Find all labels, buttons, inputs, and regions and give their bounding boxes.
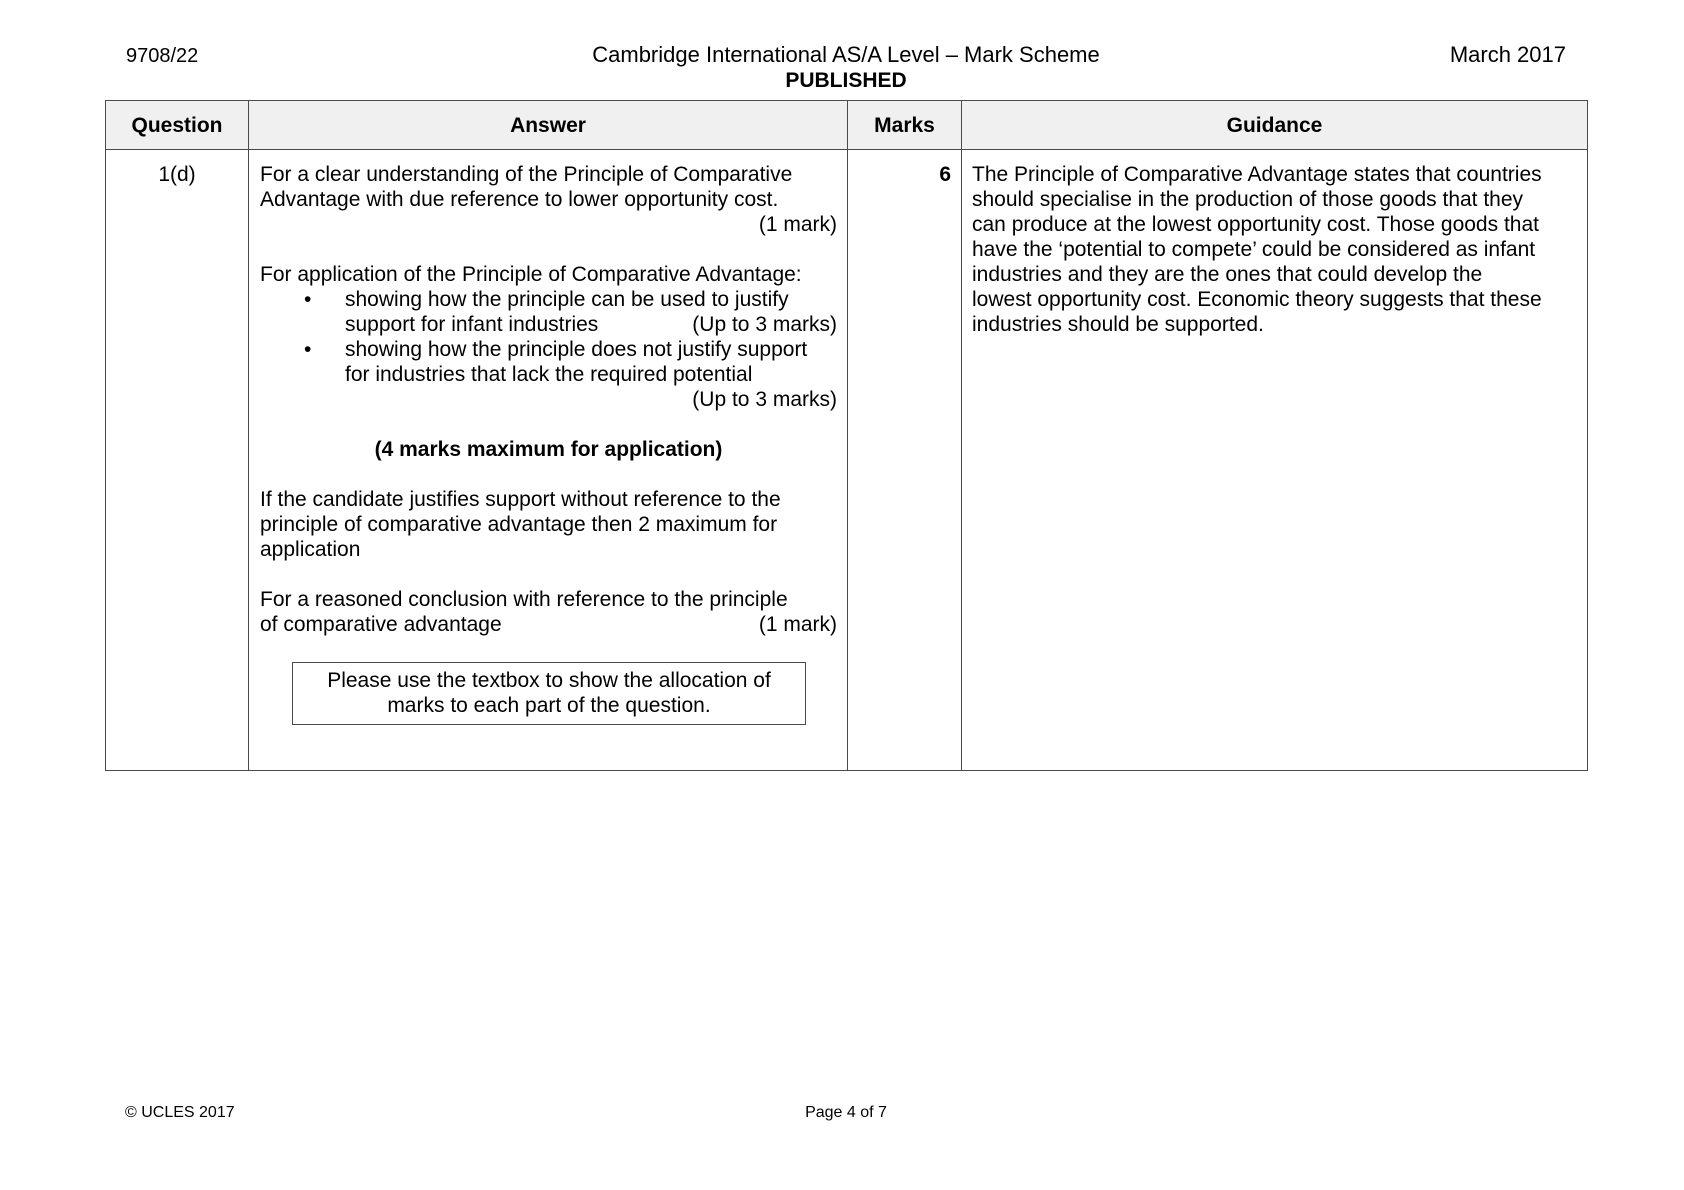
header-question: Question	[106, 101, 249, 150]
guidance-cell	[962, 150, 1588, 771]
guidance-line: have the ‘potential to compete’ could be considered as infant	[972, 238, 1536, 261]
mark-allocation: (1 mark)	[758, 613, 837, 636]
copyright-notice: © UCLES 2017	[125, 1104, 235, 1121]
table-header-row	[106, 101, 1588, 150]
table-row	[106, 150, 1588, 771]
answer-text-line: Advantage with due reference to lower opportunity cost.	[260, 188, 779, 211]
guidance-line: lowest opportunity cost. Economic theory suggests that these	[972, 288, 1542, 311]
answer-text-line: showing how the principle does not justify support	[345, 338, 808, 361]
answer-understanding	[260, 162, 837, 237]
guidance-line: industries should be supported.	[972, 313, 1264, 336]
guidance-line: industries and they are the ones that could develop the	[972, 263, 1483, 286]
page-number: Page 4 of 7	[805, 1104, 887, 1121]
paper-code: 9708/22	[126, 45, 199, 67]
answer-justification-note	[260, 487, 837, 562]
guidance-line: should specialise in the production of those goods that they	[972, 188, 1524, 211]
document-title-block	[0, 42, 1684, 93]
status-label: PUBLISHED	[785, 69, 907, 92]
header-answer: Answer	[249, 101, 848, 150]
guidance-line: The Principle of Comparative Advantage states that countries	[972, 163, 1542, 186]
answer-text-line: If the candidate justifies support without reference to the	[260, 488, 781, 511]
answer-text-line: application	[260, 538, 361, 561]
list-item	[260, 287, 837, 337]
bullet-icon: •	[304, 338, 312, 361]
answer-text-line: For a reasoned conclusion with reference to the principle	[260, 588, 788, 611]
header-marks: Marks	[848, 101, 962, 150]
bullet-list	[260, 287, 837, 412]
application-max-note: (4 marks maximum for application)	[374, 438, 723, 461]
allocation-textbox	[292, 662, 806, 725]
guidance-line: can produce at the lowest opportunity cost. Those goods that	[972, 213, 1539, 236]
answer-text-line: showing how the principle can be used to justify	[345, 288, 789, 311]
list-item	[260, 337, 837, 412]
textbox-line: marks to each part of the question.	[387, 694, 711, 717]
header-guidance: Guidance	[962, 101, 1588, 150]
answer-text-line: for industries that lack the required potential	[345, 363, 753, 386]
answer-text-line: of comparative advantage	[260, 613, 502, 636]
document-date: March 2017	[1449, 42, 1566, 67]
marks-cell: 6	[848, 150, 962, 771]
document-title: Cambridge International AS/A Level – Mark Scheme	[592, 42, 1100, 67]
question-cell: 1(d)	[106, 150, 249, 771]
answer-text-line: For application of the Principle of Comparative Advantage:	[260, 263, 802, 286]
textbox-line: Please use the textbox to show the allocation of	[327, 669, 771, 692]
answer-conclusion	[260, 587, 837, 637]
answer-application	[260, 262, 837, 412]
mark-scheme-table	[105, 100, 1588, 771]
answer-cell	[249, 150, 848, 771]
answer-text-line: For a clear understanding of the Principle of Comparative	[260, 163, 793, 186]
mark-allocation: (Up to 3 marks)	[692, 313, 837, 336]
answer-text-line: principle of comparative advantage then 2 maximum for	[260, 513, 778, 536]
mark-allocation: (1 mark)	[758, 213, 837, 236]
answer-text-line: support for infant industries	[345, 313, 599, 336]
bullet-icon: •	[304, 288, 312, 311]
mark-allocation: (Up to 3 marks)	[692, 388, 837, 411]
